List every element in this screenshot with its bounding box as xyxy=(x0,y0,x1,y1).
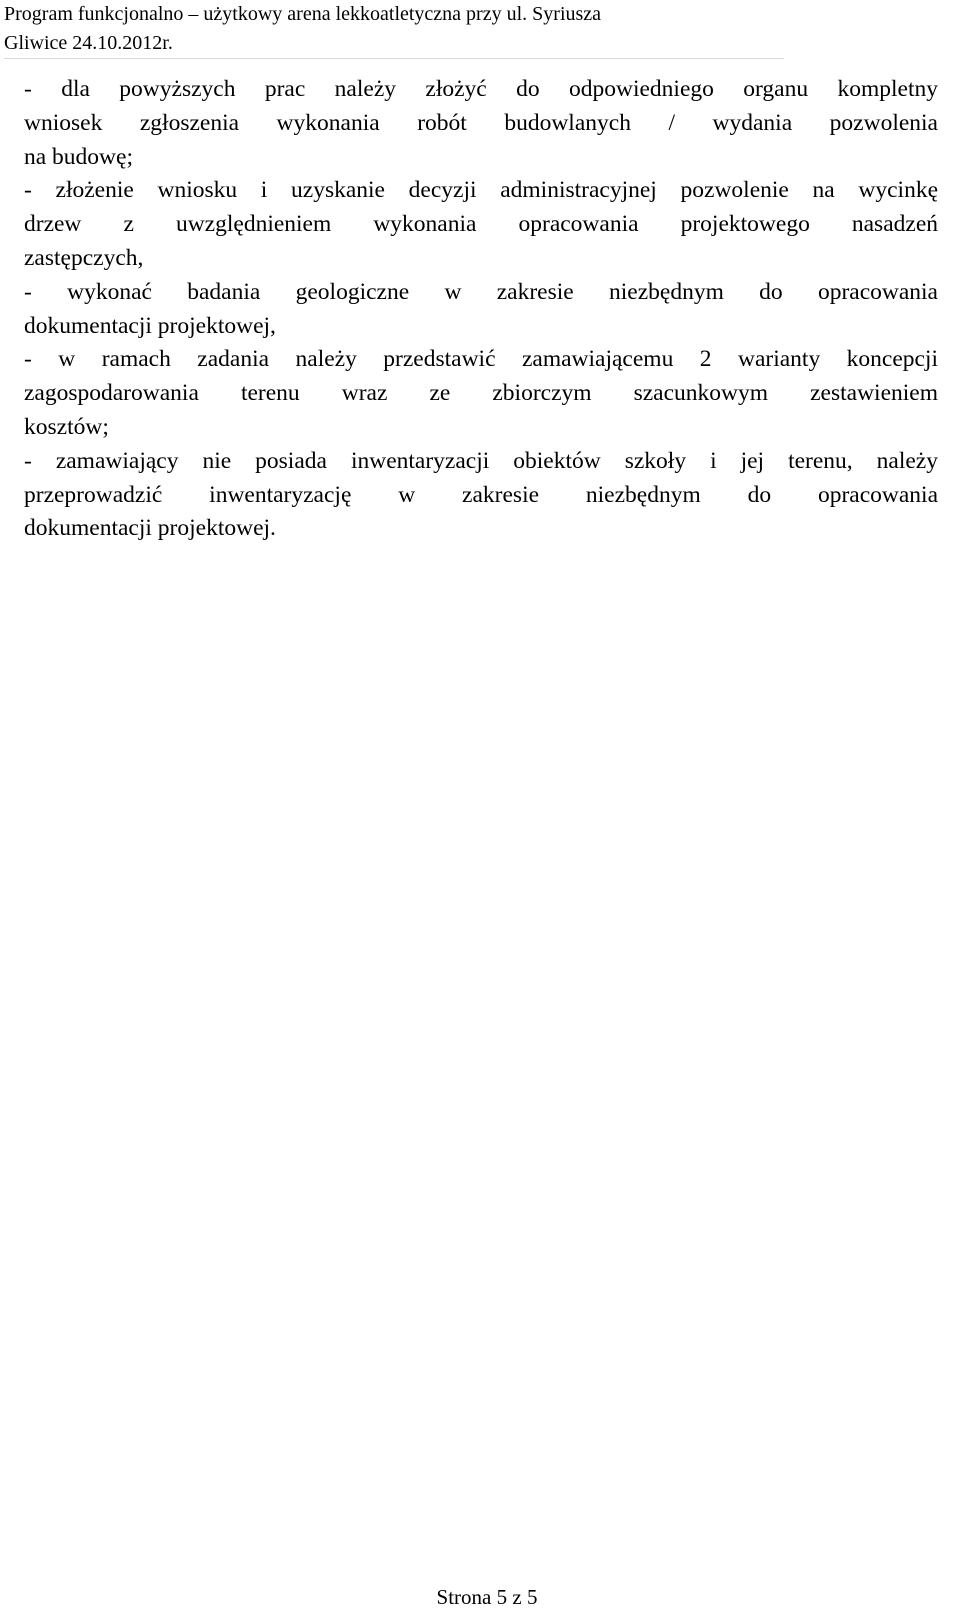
body-line: - dla powyższych prac należy złożyć do odpowiedniego organu kompletny xyxy=(24,76,938,102)
body-line: wniosek zgłoszenia wykonania robót budowlanych / wydania pozwolenia xyxy=(24,109,938,136)
header-date: Gliwice 24.10.2012r. xyxy=(4,32,173,54)
document-body xyxy=(24,73,960,546)
page-footer xyxy=(0,1584,960,1610)
page-header xyxy=(4,0,784,59)
body-line: zagospodarowania terenu wraz ze zbiorczym szacunkowym zestawieniem xyxy=(24,380,938,407)
body-line: - zamawiający nie posiada inwentaryzacji obiektów szkoły i jej terenu, należy xyxy=(24,447,938,474)
body-line: - złożenie wniosku i uzyskanie decyzji administracyjnej pozwolenie na wycinkę xyxy=(24,177,938,204)
body-line: przeprowadzić inwentaryzację w zakresie niezbędnym do opracowania xyxy=(24,481,938,508)
header-title: Program funkcjonalno – użytkowy arena lekkoatletyczna przy ul. Syriusza xyxy=(4,3,602,25)
body-line: kosztów; xyxy=(24,413,109,440)
body-line: zastępczych, xyxy=(24,244,144,271)
body-line: dokumentacji projektowej, xyxy=(24,312,276,339)
page-number: Strona 5 z 5 xyxy=(436,1585,538,1609)
body-line: - w ramach zadania należy przedstawić zamawiającemu 2 warianty koncepcji xyxy=(24,346,938,373)
body-line: - wykonać badania geologiczne w zakresie niezbędnym do opracowania xyxy=(24,278,938,305)
body-line: drzew z uwzględnieniem wykonania opracowania projektowego nasadzeń xyxy=(24,211,938,238)
body-line: na budowę; xyxy=(24,143,133,170)
body-line: dokumentacji projektowej. xyxy=(24,515,276,542)
